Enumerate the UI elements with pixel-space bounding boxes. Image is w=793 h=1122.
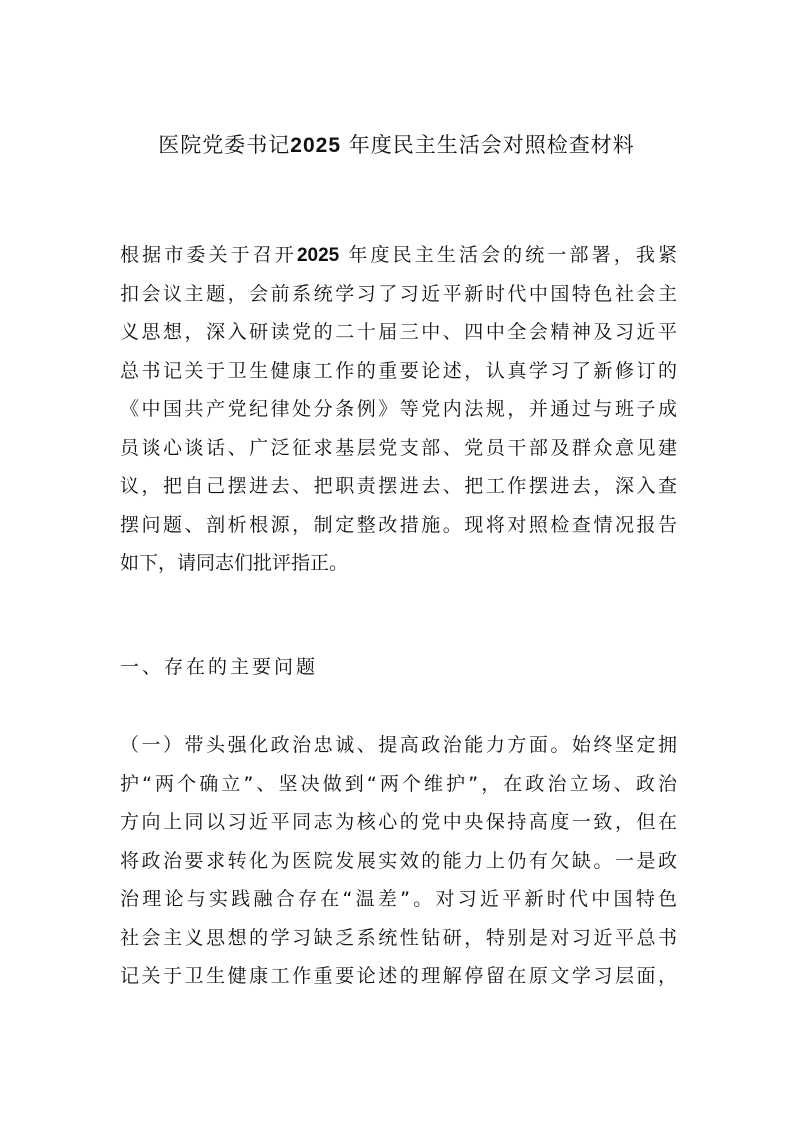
paragraph-line: 义思想，深入研读党的二十届三中、四中全会精神及习近平 [120,321,677,343]
paragraph-line: 护“两个确立”、坚决做到“两个维护”，在政治立场、政治 [120,772,677,795]
section-heading: 一、存在的主要问题 [120,656,319,678]
paragraph-line: 社会主义思想的学习缺乏系统性钻研，特别是对习近平总书 [120,926,677,949]
title-prefix: 医院党委书记 [158,133,291,157]
paragraph-line: 总书记关于卫生健康工作的重要论述，认真学习了新修订的 [120,359,677,382]
intro-paragraph [120,236,677,583]
paragraph-line: 如下，请同志们批评指正。 [120,552,349,574]
paragraph-line: 将政治要求转化为医院发展实效的能力上仍有欠缺。一是政 [120,849,677,872]
paragraph-line: 摆问题、剖析根源，制定整改措施。现将对照检查情况报告 [120,513,677,536]
paragraph-line: （一）带头强化政治忠诚、提高政治能力方面。始终坚定拥 [120,734,677,756]
title-year: 2025 [290,134,342,157]
document-title [0,130,793,161]
paragraph-line: 方向上同以习近平同志为核心的党中央保持高度一致，但在 [120,811,677,833]
paragraph-line: 《中国共产党纪律处分条例》等党内法规，并通过与班子成 [120,398,677,420]
paragraph-line: 治理论与实践融合存在“温差”。对习近平新时代中国特色 [120,888,677,910]
line-text: 年度民主生活会的统一部署，我紧 [339,244,677,266]
paragraph-line: 扣会议主题，会前系统学习了习近平新时代中国特色社会主 [120,282,677,305]
year-number: 2025 [296,245,340,266]
subsection-paragraph [120,726,677,996]
paragraph-line: 员谈心谈话、广泛征求基层党支部、党员干部及群众意见建 [120,436,677,459]
paragraph-line: 议，把自己摆进去、把职责摆进去、把工作摆进去，深入查 [120,475,677,497]
paragraph-line: 记关于卫生健康工作重要论述的理解停留在原文学习层面， [120,965,677,987]
line-text: 根据市委关于召开 [120,244,297,266]
title-suffix: 年度民主生活会对照检查材料 [341,133,635,157]
paragraph-line [120,236,677,275]
